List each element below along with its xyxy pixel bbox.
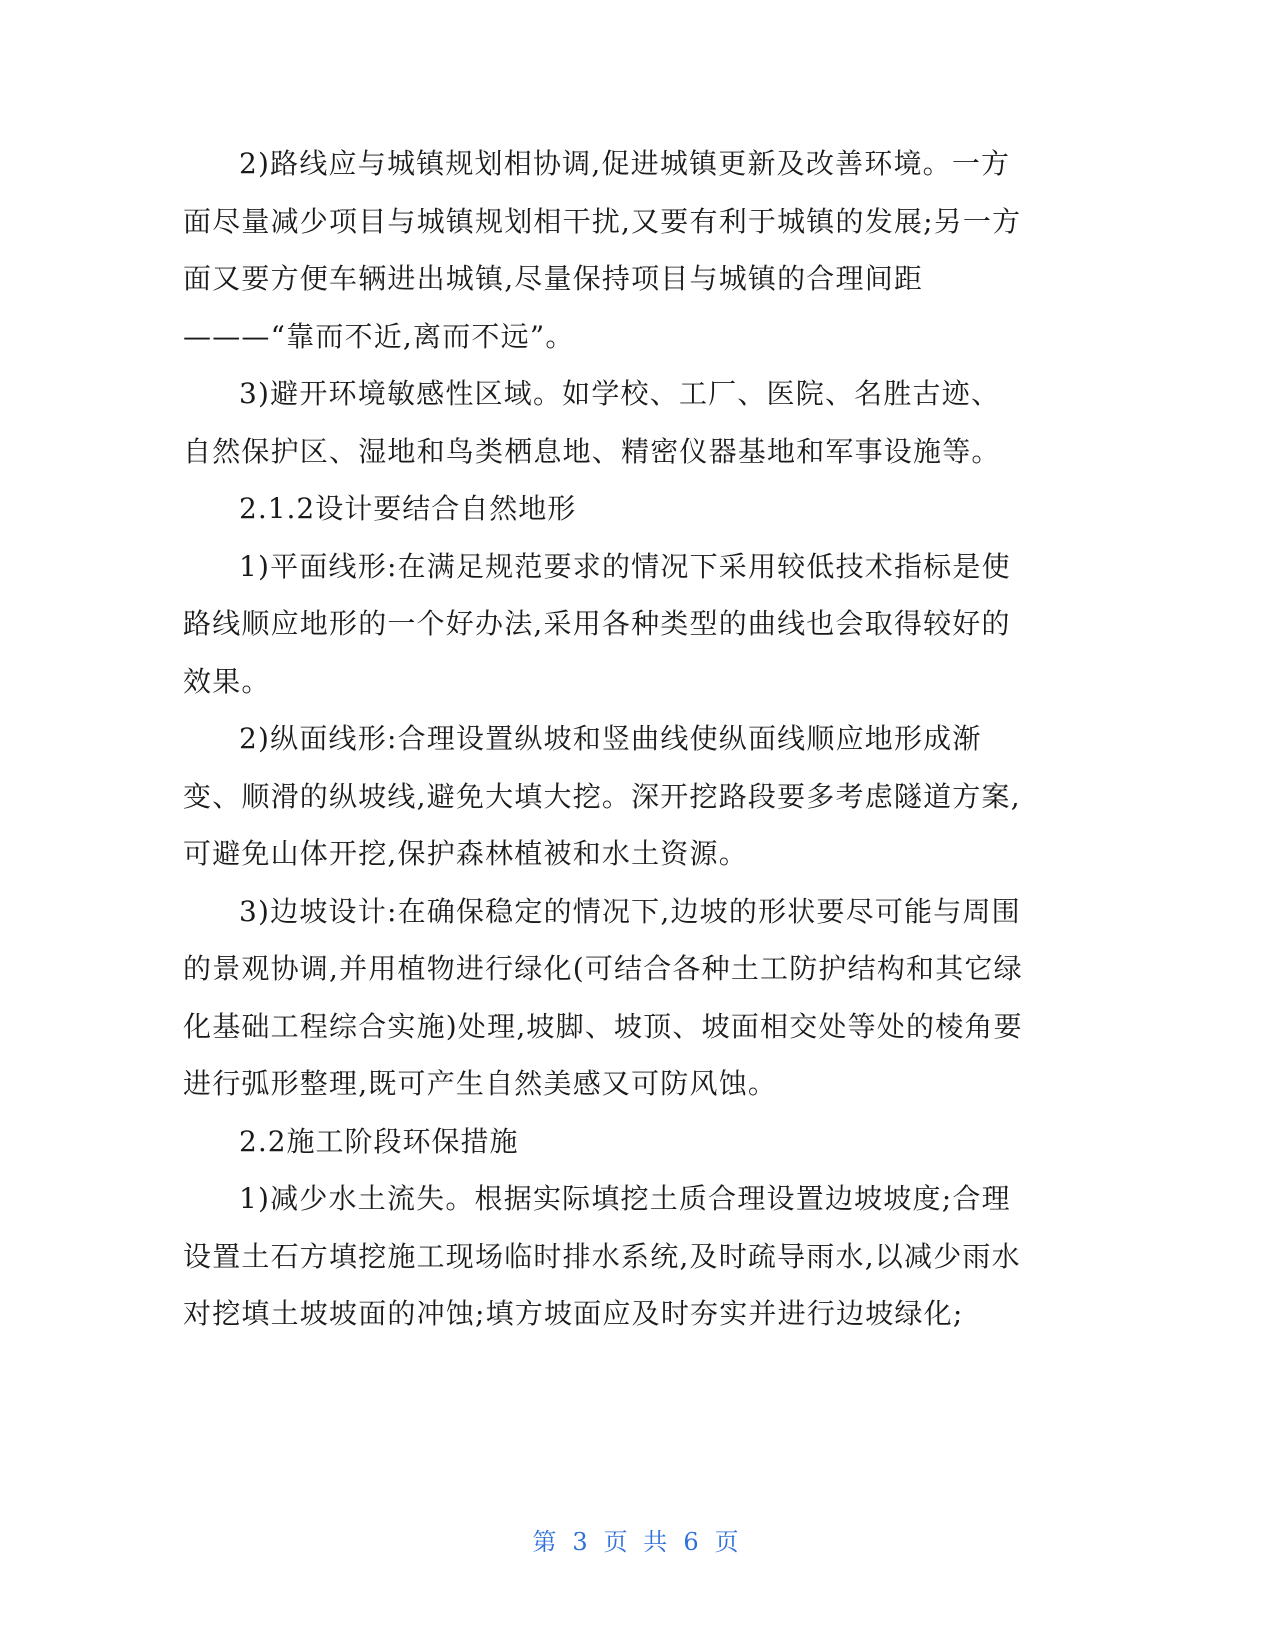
section-heading-2-2: 2.2施工阶段环保措施: [239, 1124, 519, 1158]
page-footer: [0, 1522, 1275, 1557]
paragraph-reduce-soil-erosion: 1)减少水土流失。根据实际填挖土质合理设置边坡坡度;合理设置土石方填挖施工现场临时排水系统,及时疏导雨水,以减少雨水对挖填土坡坡面的冲蚀;填方坡面应及时夯实并进行边坡绿化;: [183, 1182, 1021, 1330]
footer-middle: 页 共: [603, 1528, 672, 1556]
section-heading-2-1-2: 2.1.2设计要结合自然地形: [239, 492, 577, 525]
paragraph-slope-design: 3)边坡设计:在确保稳定的情况下,边坡的形状要尽可能与周围的景观协调,并用植物进行绿化(可结合各种土工防护结构和其它绿化基础工程综合实施)处理,坡脚、坡顶、坡面相交处等处的棱角要进行弧形整理,既可产生自然美感又可防风蚀。: [183, 894, 1023, 1100]
footer-total-pages: 6: [683, 1528, 703, 1556]
paragraph-route-urban-planning: 2)路线应与城镇规划相协调,促进城镇更新及改善环境。一方面尽量减少项目与城镇规划相干扰,又要有利于城镇的发展;另一方面又要方便车辆进出城镇,尽量保持项目与城镇的合理间距———“靠而不近,离而不远”。: [183, 147, 1022, 353]
footer-suffix: 页: [714, 1528, 743, 1556]
footer-prefix: 第: [532, 1528, 561, 1556]
paragraph-vertical-alignment: 2)纵面线形:合理设置纵坡和竖曲线使纵面线顺应地形成渐变、顺滑的纵坡线,避免大填大挖。深开挖路段要多考虑隧道方案,可避免山体开挖,保护森林植被和水土资源。: [183, 722, 1021, 870]
document-body: [183, 135, 1028, 1343]
footer-current-page: 3: [572, 1528, 592, 1556]
paragraph-plane-alignment: 1)平面线形:在满足规范要求的情况下采用较低技术指标是使路线顺应地形的一个好办法,采用各种类型的曲线也会取得较好的效果。: [183, 549, 1011, 698]
paragraph-avoid-sensitive-areas: 3)避开环境敏感性区域。如学校、工厂、医院、名胜古迹、自然保护区、湿地和鸟类栖息地、精密仪器基地和军事设施等。: [183, 377, 1001, 468]
